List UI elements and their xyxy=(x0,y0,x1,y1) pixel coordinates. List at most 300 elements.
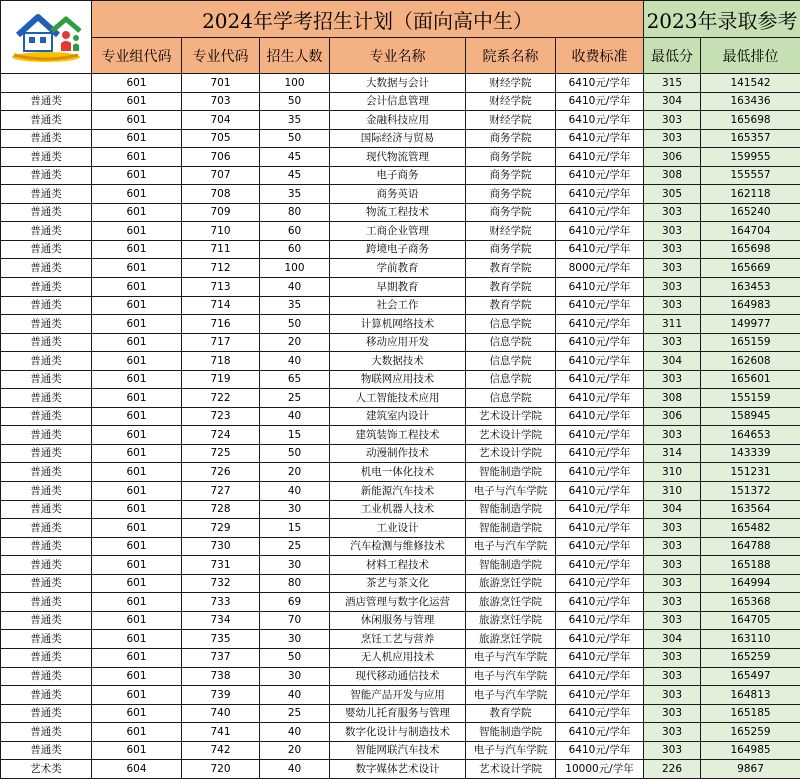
table-row xyxy=(1,333,800,352)
category-cell: 普通类 xyxy=(1,426,92,445)
col-header-group-code: 专业组代码 xyxy=(92,38,182,74)
enrollment-cell: 20 xyxy=(260,333,330,352)
department-cell: 电子与汽车学院 xyxy=(466,537,556,556)
major-name-cell: 建筑装饰工程技术 xyxy=(330,426,466,445)
major-name-cell: 现代物流管理 xyxy=(330,148,466,167)
col-header-min-rank: 最低排位 xyxy=(701,38,800,74)
table-row xyxy=(1,723,800,742)
table-row xyxy=(1,444,800,463)
enrollment-cell: 45 xyxy=(260,148,330,167)
table-row xyxy=(1,352,800,371)
department-cell: 商务学院 xyxy=(466,129,556,148)
category-cell: 普通类 xyxy=(1,630,92,649)
tuition-cell: 6410元/学年 xyxy=(556,129,644,148)
department-cell: 商务学院 xyxy=(466,240,556,259)
major-code-cell: 703 xyxy=(182,92,260,111)
tuition-cell: 6410元/学年 xyxy=(556,556,644,575)
enrollment-cell: 80 xyxy=(260,203,330,222)
min-score-cell: 303 xyxy=(644,537,701,556)
group-code-cell: 601 xyxy=(92,92,182,111)
department-cell: 旅游烹饪学院 xyxy=(466,630,556,649)
group-code-cell: 601 xyxy=(92,352,182,371)
major-code-cell: 706 xyxy=(182,148,260,167)
tuition-cell: 6410元/学年 xyxy=(556,741,644,760)
department-cell: 信息学院 xyxy=(466,370,556,389)
tuition-cell: 6410元/学年 xyxy=(556,296,644,315)
tuition-cell: 6410元/学年 xyxy=(556,426,644,445)
enrollment-cell: 40 xyxy=(260,686,330,705)
major-name-cell: 无人机应用技术 xyxy=(330,648,466,667)
tuition-cell: 6410元/学年 xyxy=(556,723,644,742)
enrollment-cell: 20 xyxy=(260,463,330,482)
department-cell: 商务学院 xyxy=(466,203,556,222)
group-code-cell: 601 xyxy=(92,426,182,445)
min-rank-cell: 149977 xyxy=(701,315,800,334)
min-rank-cell: 164985 xyxy=(701,741,800,760)
department-cell: 旅游烹饪学院 xyxy=(466,574,556,593)
department-cell: 财经学院 xyxy=(466,74,556,93)
category-cell: 普通类 xyxy=(1,315,92,334)
enrollment-cell: 40 xyxy=(260,723,330,742)
department-cell: 旅游烹饪学院 xyxy=(466,593,556,612)
enrollment-cell: 25 xyxy=(260,704,330,723)
min-score-cell: 303 xyxy=(644,519,701,538)
table-row xyxy=(1,741,800,760)
group-code-cell: 601 xyxy=(92,407,182,426)
major-code-cell: 727 xyxy=(182,482,260,501)
group-code-cell: 604 xyxy=(92,760,182,779)
min-rank-cell: 155557 xyxy=(701,166,800,185)
category-cell: 普通类 xyxy=(1,463,92,482)
category-cell: 普通类 xyxy=(1,686,92,705)
major-code-cell: 732 xyxy=(182,574,260,593)
major-code-cell: 716 xyxy=(182,315,260,334)
major-code-cell: 722 xyxy=(182,389,260,408)
department-cell: 智能制造学院 xyxy=(466,556,556,575)
major-name-cell: 大数据与会计 xyxy=(330,74,466,93)
tuition-cell: 6410元/学年 xyxy=(556,463,644,482)
major-name-cell: 建筑室内设计 xyxy=(330,407,466,426)
category-cell: 普通类 xyxy=(1,611,92,630)
enrollment-cell: 30 xyxy=(260,667,330,686)
category-cell: 普通类 xyxy=(1,111,92,130)
major-code-cell: 704 xyxy=(182,111,260,130)
table-row xyxy=(1,166,800,185)
table-row xyxy=(1,278,800,297)
enrollment-cell: 20 xyxy=(260,741,330,760)
table-row xyxy=(1,92,800,111)
table-row xyxy=(1,482,800,501)
enrollment-cell: 50 xyxy=(260,444,330,463)
enrollment-cell: 50 xyxy=(260,129,330,148)
department-cell: 旅游烹饪学院 xyxy=(466,611,556,630)
tuition-cell: 6410元/学年 xyxy=(556,704,644,723)
major-name-cell: 休闲服务与管理 xyxy=(330,611,466,630)
col-header-tuition: 收费标准 xyxy=(556,38,644,74)
category-cell: 普通类 xyxy=(1,482,92,501)
category-cell: 普通类 xyxy=(1,352,92,371)
department-cell: 艺术设计学院 xyxy=(466,760,556,779)
table-row xyxy=(1,315,800,334)
department-cell: 智能制造学院 xyxy=(466,519,556,538)
major-name-cell: 工商企业管理 xyxy=(330,222,466,241)
category-cell: 普通类 xyxy=(1,185,92,204)
category-cell: 普通类 xyxy=(1,667,92,686)
major-code-cell: 720 xyxy=(182,760,260,779)
major-name-cell: 计算机网络技术 xyxy=(330,315,466,334)
major-code-cell: 728 xyxy=(182,500,260,519)
table-row xyxy=(1,500,800,519)
enrollment-cell: 40 xyxy=(260,482,330,501)
min-score-cell: 303 xyxy=(644,203,701,222)
category-cell: 普通类 xyxy=(1,593,92,612)
department-cell: 艺术设计学院 xyxy=(466,444,556,463)
min-score-cell: 315 xyxy=(644,74,701,93)
min-score-cell: 303 xyxy=(644,723,701,742)
enrollment-cell: 50 xyxy=(260,315,330,334)
table-row xyxy=(1,259,800,278)
table-row xyxy=(1,574,800,593)
group-code-cell: 601 xyxy=(92,203,182,222)
tuition-cell: 6410元/学年 xyxy=(556,74,644,93)
department-cell: 商务学院 xyxy=(466,166,556,185)
min-rank-cell: 163436 xyxy=(701,92,800,111)
tuition-cell: 6410元/学年 xyxy=(556,630,644,649)
major-code-cell: 723 xyxy=(182,407,260,426)
category-cell: 普通类 xyxy=(1,500,92,519)
department-cell: 智能制造学院 xyxy=(466,500,556,519)
group-code-cell: 601 xyxy=(92,296,182,315)
enrollment-cell: 15 xyxy=(260,519,330,538)
tuition-cell: 6410元/学年 xyxy=(556,407,644,426)
group-code-cell: 601 xyxy=(92,370,182,389)
min-score-cell: 304 xyxy=(644,92,701,111)
tuition-cell: 6410元/学年 xyxy=(556,537,644,556)
category-cell: 普通类 xyxy=(1,741,92,760)
major-code-cell: 734 xyxy=(182,611,260,630)
major-name-cell: 大数据技术 xyxy=(330,352,466,371)
major-name-cell: 现代移动通信技术 xyxy=(330,667,466,686)
min-rank-cell: 163453 xyxy=(701,278,800,297)
min-score-cell: 303 xyxy=(644,556,701,575)
min-rank-cell: 163110 xyxy=(701,630,800,649)
min-score-cell: 303 xyxy=(644,426,701,445)
group-code-cell: 601 xyxy=(92,537,182,556)
tuition-cell: 6410元/学年 xyxy=(556,500,644,519)
category-cell: 普通类 xyxy=(1,723,92,742)
group-code-cell: 601 xyxy=(92,611,182,630)
col-header-department: 院系名称 xyxy=(466,38,556,74)
min-score-cell: 303 xyxy=(644,240,701,259)
major-code-cell: 737 xyxy=(182,648,260,667)
tuition-cell: 6410元/学年 xyxy=(556,667,644,686)
category-cell: 普通类 xyxy=(1,222,92,241)
major-name-cell: 社会工作 xyxy=(330,296,466,315)
tuition-cell: 10000元/学年 xyxy=(556,760,644,779)
min-score-cell: 303 xyxy=(644,686,701,705)
category-cell: 普通类 xyxy=(1,240,92,259)
tuition-cell: 6410元/学年 xyxy=(556,315,644,334)
min-score-cell: 304 xyxy=(644,630,701,649)
min-score-cell: 303 xyxy=(644,129,701,148)
min-rank-cell: 164705 xyxy=(701,611,800,630)
department-cell: 电子与汽车学院 xyxy=(466,648,556,667)
major-code-cell: 740 xyxy=(182,704,260,723)
major-code-cell: 726 xyxy=(182,463,260,482)
col-header-enrollment: 招生人数 xyxy=(260,38,330,74)
table-row xyxy=(1,185,800,204)
department-cell: 信息学院 xyxy=(466,352,556,371)
reference-title: 2023年录取参考 xyxy=(644,1,800,38)
group-code-cell: 601 xyxy=(92,74,182,93)
min-score-cell: 303 xyxy=(644,333,701,352)
group-code-cell: 601 xyxy=(92,648,182,667)
department-cell: 财经学院 xyxy=(466,92,556,111)
group-code-cell: 601 xyxy=(92,574,182,593)
enrollment-cell: 40 xyxy=(260,760,330,779)
group-code-cell: 601 xyxy=(92,630,182,649)
tuition-cell: 8000元/学年 xyxy=(556,259,644,278)
min-score-cell: 303 xyxy=(644,741,701,760)
min-score-cell: 303 xyxy=(644,370,701,389)
major-name-cell: 国际经济与贸易 xyxy=(330,129,466,148)
category-cell: 普通类 xyxy=(1,203,92,222)
category-cell: 普通类 xyxy=(1,148,92,167)
major-code-cell: 741 xyxy=(182,723,260,742)
enrollment-cell: 40 xyxy=(260,407,330,426)
tuition-cell: 6410元/学年 xyxy=(556,240,644,259)
major-code-cell: 731 xyxy=(182,556,260,575)
min-score-cell: 303 xyxy=(644,648,701,667)
enrollment-cell: 30 xyxy=(260,630,330,649)
department-cell: 财经学院 xyxy=(466,222,556,241)
enrollment-cell: 50 xyxy=(260,92,330,111)
major-code-cell: 735 xyxy=(182,630,260,649)
tuition-cell: 6410元/学年 xyxy=(556,92,644,111)
department-cell: 信息学院 xyxy=(466,333,556,352)
category-cell: 普通类 xyxy=(1,92,92,111)
department-cell: 信息学院 xyxy=(466,315,556,334)
group-code-cell: 601 xyxy=(92,333,182,352)
major-name-cell: 电子商务 xyxy=(330,166,466,185)
tuition-cell: 6410元/学年 xyxy=(556,166,644,185)
tuition-cell: 6410元/学年 xyxy=(556,648,644,667)
major-code-cell: 705 xyxy=(182,129,260,148)
major-code-cell: 711 xyxy=(182,240,260,259)
min-rank-cell: 165368 xyxy=(701,593,800,612)
group-code-cell: 601 xyxy=(92,185,182,204)
category-cell: 普通类 xyxy=(1,370,92,389)
group-code-cell: 601 xyxy=(92,482,182,501)
category-cell: 普通类 xyxy=(1,556,92,575)
major-code-cell: 742 xyxy=(182,741,260,760)
department-cell: 智能制造学院 xyxy=(466,463,556,482)
major-code-cell: 729 xyxy=(182,519,260,538)
group-code-cell: 601 xyxy=(92,111,182,130)
major-name-cell: 动漫制作技术 xyxy=(330,444,466,463)
tuition-cell: 6410元/学年 xyxy=(556,482,644,501)
group-code-cell: 601 xyxy=(92,444,182,463)
table-row xyxy=(1,74,800,93)
major-code-cell: 708 xyxy=(182,185,260,204)
min-score-cell: 308 xyxy=(644,389,701,408)
min-rank-cell: 165240 xyxy=(701,203,800,222)
group-code-cell: 601 xyxy=(92,741,182,760)
department-cell: 教育学院 xyxy=(466,296,556,315)
major-code-cell: 724 xyxy=(182,426,260,445)
enrollment-cell: 15 xyxy=(260,426,330,445)
header-row xyxy=(1,38,800,74)
table-row xyxy=(1,556,800,575)
enrollment-cell: 40 xyxy=(260,278,330,297)
table-body xyxy=(1,74,800,779)
enrollment-cell: 70 xyxy=(260,611,330,630)
min-score-cell: 304 xyxy=(644,352,701,371)
group-code-cell: 601 xyxy=(92,500,182,519)
major-name-cell: 机电一体化技术 xyxy=(330,463,466,482)
department-cell: 商务学院 xyxy=(466,185,556,204)
table-row xyxy=(1,389,800,408)
group-code-cell: 601 xyxy=(92,667,182,686)
min-score-cell: 314 xyxy=(644,444,701,463)
table-row xyxy=(1,611,800,630)
min-rank-cell: 163564 xyxy=(701,500,800,519)
col-header-major-code: 专业代码 xyxy=(182,38,260,74)
major-code-cell: 719 xyxy=(182,370,260,389)
table-row xyxy=(1,129,800,148)
min-rank-cell: 164653 xyxy=(701,426,800,445)
min-score-cell: 303 xyxy=(644,278,701,297)
min-rank-cell: 155159 xyxy=(701,389,800,408)
tuition-cell: 6410元/学年 xyxy=(556,278,644,297)
major-code-cell: 709 xyxy=(182,203,260,222)
min-rank-cell: 165601 xyxy=(701,370,800,389)
major-code-cell: 718 xyxy=(182,352,260,371)
min-score-cell: 303 xyxy=(644,704,701,723)
group-code-cell: 601 xyxy=(92,593,182,612)
enrollment-cell: 35 xyxy=(260,185,330,204)
min-rank-cell: 158945 xyxy=(701,407,800,426)
category-cell: 普通类 xyxy=(1,407,92,426)
category-cell: 普通类 xyxy=(1,278,92,297)
min-rank-cell: 164704 xyxy=(701,222,800,241)
min-rank-cell: 151372 xyxy=(701,482,800,501)
min-score-cell: 303 xyxy=(644,111,701,130)
tuition-cell: 6410元/学年 xyxy=(556,574,644,593)
min-rank-cell: 162118 xyxy=(701,185,800,204)
table-row xyxy=(1,667,800,686)
major-name-cell: 商务英语 xyxy=(330,185,466,204)
table-row xyxy=(1,426,800,445)
major-name-cell: 学前教育 xyxy=(330,259,466,278)
house-family-logo-icon xyxy=(4,5,88,65)
table-row xyxy=(1,593,800,612)
table-row xyxy=(1,630,800,649)
min-rank-cell: 165482 xyxy=(701,519,800,538)
department-cell: 电子与汽车学院 xyxy=(466,667,556,686)
department-cell: 艺术设计学院 xyxy=(466,426,556,445)
major-name-cell: 工业机器人技术 xyxy=(330,500,466,519)
enrollment-cell: 45 xyxy=(260,166,330,185)
plan-title: 2024年学考招生计划（面向高中生） xyxy=(92,1,644,38)
major-name-cell: 汽车检测与维修技术 xyxy=(330,537,466,556)
min-rank-cell: 159955 xyxy=(701,148,800,167)
tuition-cell: 6410元/学年 xyxy=(556,148,644,167)
major-code-cell: 739 xyxy=(182,686,260,705)
table-row xyxy=(1,240,800,259)
major-name-cell: 会计信息管理 xyxy=(330,92,466,111)
group-code-cell: 601 xyxy=(92,723,182,742)
enrollment-cell: 25 xyxy=(260,537,330,556)
min-rank-cell: 165159 xyxy=(701,333,800,352)
category-cell: 普通类 xyxy=(1,129,92,148)
tuition-cell: 6410元/学年 xyxy=(556,203,644,222)
category-cell: 普通类 xyxy=(1,389,92,408)
min-score-cell: 311 xyxy=(644,315,701,334)
category-cell: 普通类 xyxy=(1,648,92,667)
table-row xyxy=(1,148,800,167)
table-row xyxy=(1,463,800,482)
department-cell: 信息学院 xyxy=(466,389,556,408)
major-code-cell: 714 xyxy=(182,296,260,315)
min-rank-cell: 165185 xyxy=(701,704,800,723)
table-row xyxy=(1,407,800,426)
major-code-cell: 730 xyxy=(182,537,260,556)
category-cell: 普通类 xyxy=(1,704,92,723)
min-rank-cell: 164994 xyxy=(701,574,800,593)
table-row xyxy=(1,537,800,556)
enrollment-cell: 35 xyxy=(260,111,330,130)
enrollment-cell: 60 xyxy=(260,222,330,241)
min-rank-cell: 165698 xyxy=(701,111,800,130)
major-name-cell: 新能源汽车技术 xyxy=(330,482,466,501)
group-code-cell: 601 xyxy=(92,222,182,241)
min-rank-cell: 165669 xyxy=(701,259,800,278)
col-header-major-name: 专业名称 xyxy=(330,38,466,74)
min-rank-cell: 9867 xyxy=(701,760,800,779)
major-name-cell: 材料工程技术 xyxy=(330,556,466,575)
enrollment-cell: 100 xyxy=(260,259,330,278)
min-score-cell: 306 xyxy=(644,407,701,426)
group-code-cell: 601 xyxy=(92,389,182,408)
tuition-cell: 6410元/学年 xyxy=(556,686,644,705)
min-rank-cell: 151231 xyxy=(701,463,800,482)
major-name-cell: 智能产品开发与应用 xyxy=(330,686,466,705)
tuition-cell: 6410元/学年 xyxy=(556,444,644,463)
min-rank-cell: 165357 xyxy=(701,129,800,148)
group-code-cell: 601 xyxy=(92,519,182,538)
school-logo xyxy=(1,1,92,74)
min-rank-cell: 143339 xyxy=(701,444,800,463)
major-name-cell: 早期教育 xyxy=(330,278,466,297)
enrollment-cell: 80 xyxy=(260,574,330,593)
group-code-cell: 601 xyxy=(92,148,182,167)
group-code-cell: 601 xyxy=(92,686,182,705)
major-name-cell: 工业设计 xyxy=(330,519,466,538)
tuition-cell: 6410元/学年 xyxy=(556,519,644,538)
department-cell: 商务学院 xyxy=(466,148,556,167)
category-cell: 普通类 xyxy=(1,333,92,352)
category-cell: 普通类 xyxy=(1,537,92,556)
tuition-cell: 6410元/学年 xyxy=(556,352,644,371)
table-row xyxy=(1,203,800,222)
table-row xyxy=(1,111,800,130)
department-cell: 电子与汽车学院 xyxy=(466,686,556,705)
tuition-cell: 6410元/学年 xyxy=(556,389,644,408)
min-rank-cell: 164788 xyxy=(701,537,800,556)
major-name-cell: 酒店管理与数字化运营 xyxy=(330,593,466,612)
tuition-cell: 6410元/学年 xyxy=(556,593,644,612)
